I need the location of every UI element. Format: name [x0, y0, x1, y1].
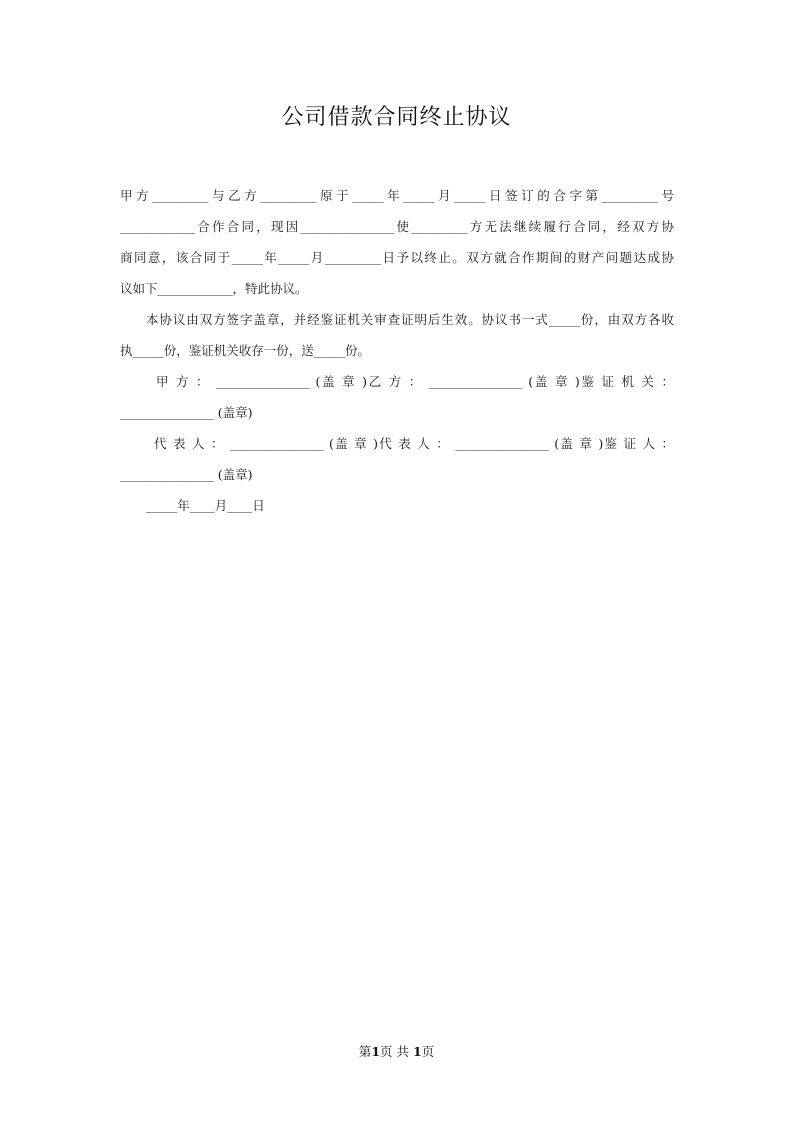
- body-line: 甲方_________与乙方_________原于_____年_____月_____日签订的合字第_________号: [120, 188, 674, 203]
- date-line: _____年____月____日: [146, 498, 265, 513]
- footer-total-pages: 1: [412, 1044, 422, 1059]
- body-line: ____________合作合同，现因_______________使_________方无法继续履行合同，经双方协: [120, 219, 674, 234]
- footer-suffix: 页: [421, 1044, 435, 1059]
- document-body: [120, 180, 674, 521]
- footer-middle: 页 共: [380, 1044, 409, 1059]
- representative-line: 代 表 人 ： _______________ (盖 章 )代 表 人 ： _______________ (盖 章 )鉴 证 人 ：: [154, 436, 674, 451]
- footer-current-page: 1: [371, 1044, 381, 1059]
- document-title: 公司借款合同终止协议: [281, 105, 512, 130]
- signature-line: 甲 方 ： _______________ (盖 章 )乙 方 ： _______________ (盖 章 )鉴 证 机 关 ：: [156, 374, 674, 389]
- body-line: 商同意，该合同于_____年_____月_________日予以终止。双方就合作期间的财产问题达成协: [120, 250, 674, 265]
- body-line: 执_____份，鉴证机关收存一份，送_____份。: [120, 343, 371, 358]
- footer-prefix: 第: [358, 1044, 372, 1059]
- page-footer: [0, 1042, 793, 1060]
- body-line: 议如下____________，特此协议。: [120, 281, 308, 296]
- signature-line: _______________ (盖章): [120, 405, 253, 420]
- body-line: 本协议由双方签字盖章，并经鉴证机关审查证明后生效。协议书一式_____份，由双方各收: [146, 312, 674, 327]
- representative-line: _______________ (盖章): [120, 467, 253, 482]
